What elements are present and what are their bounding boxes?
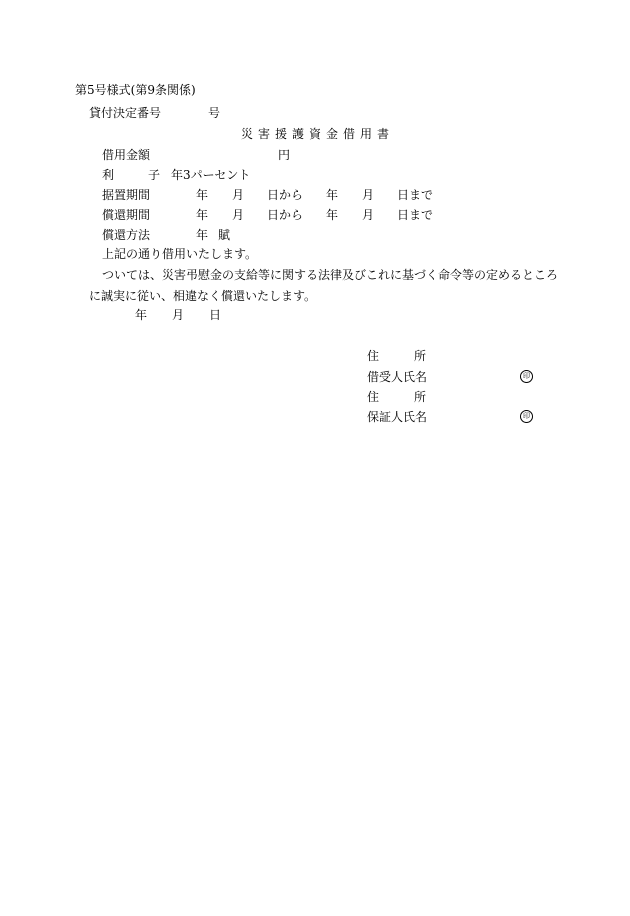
interest-label-b: 子	[148, 168, 161, 182]
repayment-method-installment: 賦	[218, 228, 231, 242]
deferment-period-label: 据置期間	[102, 188, 151, 202]
loan-amount-unit: 円	[278, 148, 291, 162]
borrower-seal-icon: 印	[520, 370, 533, 383]
guarantor-address-label-b: 所	[414, 390, 427, 404]
deferment-to-day: 日まで	[397, 188, 434, 202]
form-label: 第5号様式(第9条関係)	[75, 83, 196, 97]
guarantor-seal-icon: 印	[520, 410, 533, 423]
repayment-from-month: 月	[232, 208, 245, 222]
repayment-to-month: 月	[362, 208, 375, 222]
repayment-to-year: 年	[326, 208, 339, 222]
borrower-address-label-b: 所	[414, 349, 427, 363]
repayment-method-label: 償還方法	[102, 228, 151, 242]
guarantor-name-label: 保証人氏名	[367, 410, 428, 424]
statement-repay-line1: ついては、災害弔慰金の支給等に関する法律及びこれに基づく命令等の定めるところ	[102, 268, 559, 282]
repayment-to-day: 日まで	[397, 208, 434, 222]
deferment-to-year: 年	[326, 188, 339, 202]
statement-borrow: 上記の通り借用いたします。	[102, 247, 258, 261]
loan-decision-number-label: 貸付決定番号	[89, 106, 162, 120]
loan-decision-number-suffix: 号	[208, 106, 221, 120]
repayment-from-day: 日から	[267, 208, 304, 222]
deferment-from-day: 日から	[267, 188, 304, 202]
interest-value: 年3パーセント	[171, 168, 251, 182]
borrower-address-label-a: 住	[367, 349, 380, 363]
statement-repay-line2: に誠実に従い、相違なく償還いたします。	[89, 289, 317, 303]
document-title: 災害援護資金借用書	[241, 127, 395, 141]
repayment-method-year: 年	[196, 228, 209, 242]
deferment-to-month: 月	[362, 188, 375, 202]
loan-amount-label: 借用金額	[102, 148, 151, 162]
interest-label-a: 利	[102, 168, 115, 182]
deferment-from-year: 年	[196, 188, 209, 202]
date-year: 年	[135, 308, 148, 322]
repayment-period-label: 償還期間	[102, 208, 151, 222]
deferment-from-month: 月	[232, 188, 245, 202]
date-month: 月	[172, 308, 185, 322]
guarantor-address-label-a: 住	[367, 390, 380, 404]
repayment-from-year: 年	[196, 208, 209, 222]
date-day: 日	[209, 308, 222, 322]
borrower-name-label: 借受人氏名	[367, 370, 428, 384]
